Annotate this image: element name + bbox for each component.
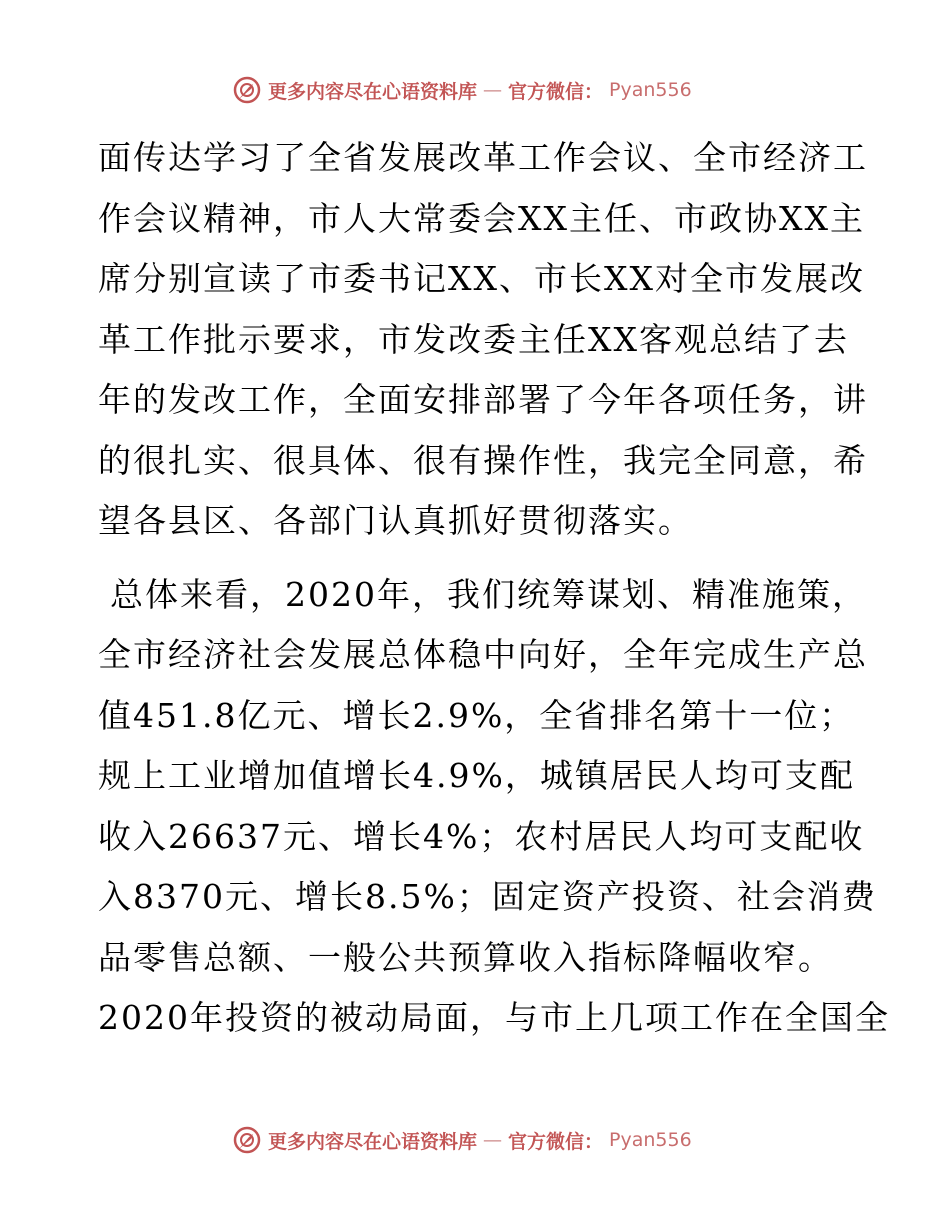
text-line: 革工作批示要求，市发改委主任XX客观总结了去 — [98, 319, 849, 359]
paragraph-1 — [98, 128, 878, 552]
watermark-separator: — — [483, 79, 503, 101]
text-line: 2020年投资的被动局面，与市上几项工作在全国全 — [98, 998, 890, 1037]
text-line: 入8370元、增长8.5%；固定资产投资、社会消费 — [98, 877, 877, 916]
watermark-text: 更多内容尽在心语资料库 — [268, 80, 478, 103]
text-line: 全市经济社会发展总体稳中向好，全年完成生产总 — [98, 635, 868, 674]
footer-watermark — [232, 1122, 692, 1158]
watermark-wechat-id: Pyan556 — [609, 79, 692, 101]
brand-logo-icon — [232, 1125, 262, 1155]
text-line: 席分别宣读了市委书记XX、市长XX对全市发展改 — [98, 259, 865, 298]
text-line: 的很扎实、很具体、很有操作性，我完全同意，希 — [98, 440, 868, 480]
watermark-separator: — — [483, 1129, 503, 1151]
text-line: 年的发改工作，全面安排部署了今年各项任务，讲 — [98, 380, 868, 419]
text-line: 面传达学习了全省发展改革工作会议、全市经济工 — [98, 138, 868, 177]
watermark-text: 更多内容尽在心语资料库 — [268, 1130, 478, 1153]
text-line: 品零售总额、一般公共预算收入指标降幅收窄。 — [98, 937, 833, 977]
document-body — [98, 128, 890, 1049]
watermark-wechat-label: 官方微信： — [508, 80, 604, 103]
watermark-wechat-id: Pyan556 — [609, 1129, 692, 1151]
text-line: 值451.8亿元、增长2.9%，全省排名第十一位； — [98, 695, 855, 735]
paragraph-2 — [98, 565, 890, 1049]
text-line: 规上工业增加值增长4.9%，城镇居民人均可支配 — [98, 756, 855, 795]
brand-logo-icon — [232, 75, 262, 105]
text-line: 望各县区、各部门认真抓好贯彻落实。 — [98, 501, 693, 540]
watermark-wechat-label: 官方微信： — [508, 1130, 604, 1153]
header-watermark — [232, 72, 692, 108]
text-line: 总体来看，2020年，我们统筹谋划、精准施策， — [110, 574, 867, 614]
text-line: 收入26637元、增长4%；农村居民人均可支配收 — [98, 816, 865, 856]
text-line: 作会议精神，市人大常委会XX主任、市政协XX主 — [98, 198, 865, 238]
